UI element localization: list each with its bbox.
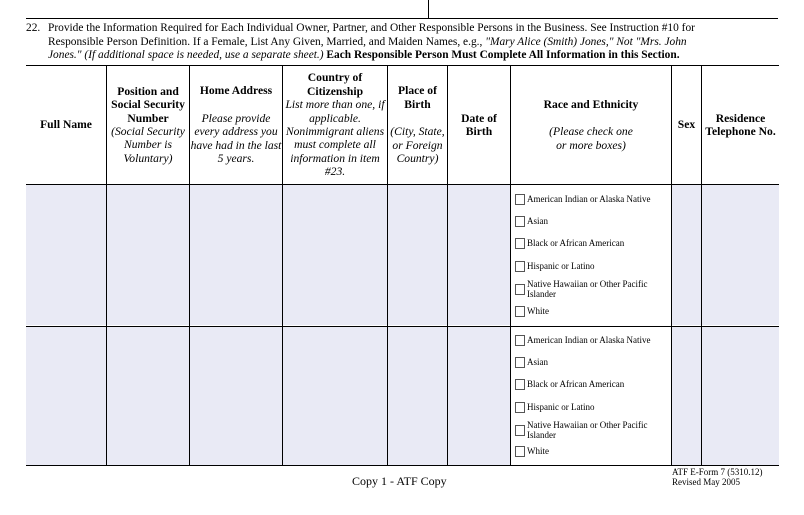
race-option-pacific-islander[interactable]: Native Hawaiian or Other Pacific Islander (515, 420, 647, 440)
checkbox[interactable] (515, 261, 525, 272)
race-option-pacific-islander[interactable]: Native Hawaiian or Other Pacific Islander (515, 279, 647, 299)
checkbox[interactable] (515, 402, 525, 413)
checkbox[interactable] (515, 284, 525, 295)
header-place-of-birth: Place of Birth (City, State, or Foreign Country) (390, 84, 445, 166)
race-option-asian[interactable]: Asian (515, 216, 548, 227)
prior-section-border (26, 0, 778, 20)
instr-line-1: 22. Provide the Information Required for Each Individual Owner, Partner, and Other Responsible Persons in the Business. See Instruction #10 for (26, 22, 695, 34)
header-sex: Sex (677, 118, 696, 132)
checkbox[interactable] (515, 425, 525, 436)
item-number: 22. (26, 22, 41, 34)
race-option-white[interactable]: White (515, 306, 549, 317)
top-rule (26, 18, 778, 19)
header-race-ethnicity: Race and Ethnicity (Please check one or more boxes) (543, 97, 639, 152)
checkbox[interactable] (515, 306, 525, 317)
header-position-ssn: Position and Social Security Number (Social Security Number is Voluntary) (111, 84, 185, 165)
copy-label: Copy 1 - ATF Copy (352, 474, 447, 488)
form-identifier: ATF E-Form 7 (5310.12) Revised May 2005 (672, 467, 763, 487)
checkbox[interactable] (515, 335, 525, 346)
checkbox[interactable] (515, 446, 525, 457)
top-divider (428, 0, 429, 19)
race-option-hispanic[interactable]: Hispanic or Latino (515, 402, 594, 413)
race-option-black[interactable]: Black or African American (515, 379, 624, 390)
instr-line-2: Responsible Person Definition. If a Female, List Any Given, Married, and Maiden Names, e.g., "Mary Alice (Smith) Jones," Not "Mrs. John (48, 35, 687, 48)
race-option-black[interactable]: Black or African American (515, 238, 624, 249)
race-option-hispanic[interactable]: Hispanic or Latino (515, 261, 594, 272)
race-option-american-indian[interactable]: American Indian or Alaska Native (515, 335, 650, 346)
header-full-name: Full Name (40, 118, 92, 132)
responsible-persons-table (26, 65, 779, 466)
header-residence-phone: Residence Telephone No. (705, 111, 776, 138)
header-date-of-birth: Date of Birth (461, 111, 497, 138)
instr-line-3: Jones." (If additional space is needed, use a separate sheet.) Each Responsible Person Must Complete All Information in this Section. (48, 49, 680, 62)
checkbox[interactable] (515, 194, 525, 205)
checkbox[interactable] (515, 357, 525, 368)
item-22-instructions (26, 22, 782, 63)
checkbox[interactable] (515, 238, 525, 249)
header-country-citizenship: Country of Citizenship List more than one, if applicable. Nonimmigrant aliens must complete all information in item #23. (285, 71, 385, 179)
header-home-address: Home Address Please provide every address you have had in the last 5 years. (190, 84, 282, 166)
race-option-white[interactable]: White (515, 446, 549, 457)
race-option-american-indian[interactable]: American Indian or Alaska Native (515, 194, 650, 205)
checkbox[interactable] (515, 379, 525, 390)
checkbox[interactable] (515, 216, 525, 227)
race-option-asian[interactable]: Asian (515, 357, 548, 368)
